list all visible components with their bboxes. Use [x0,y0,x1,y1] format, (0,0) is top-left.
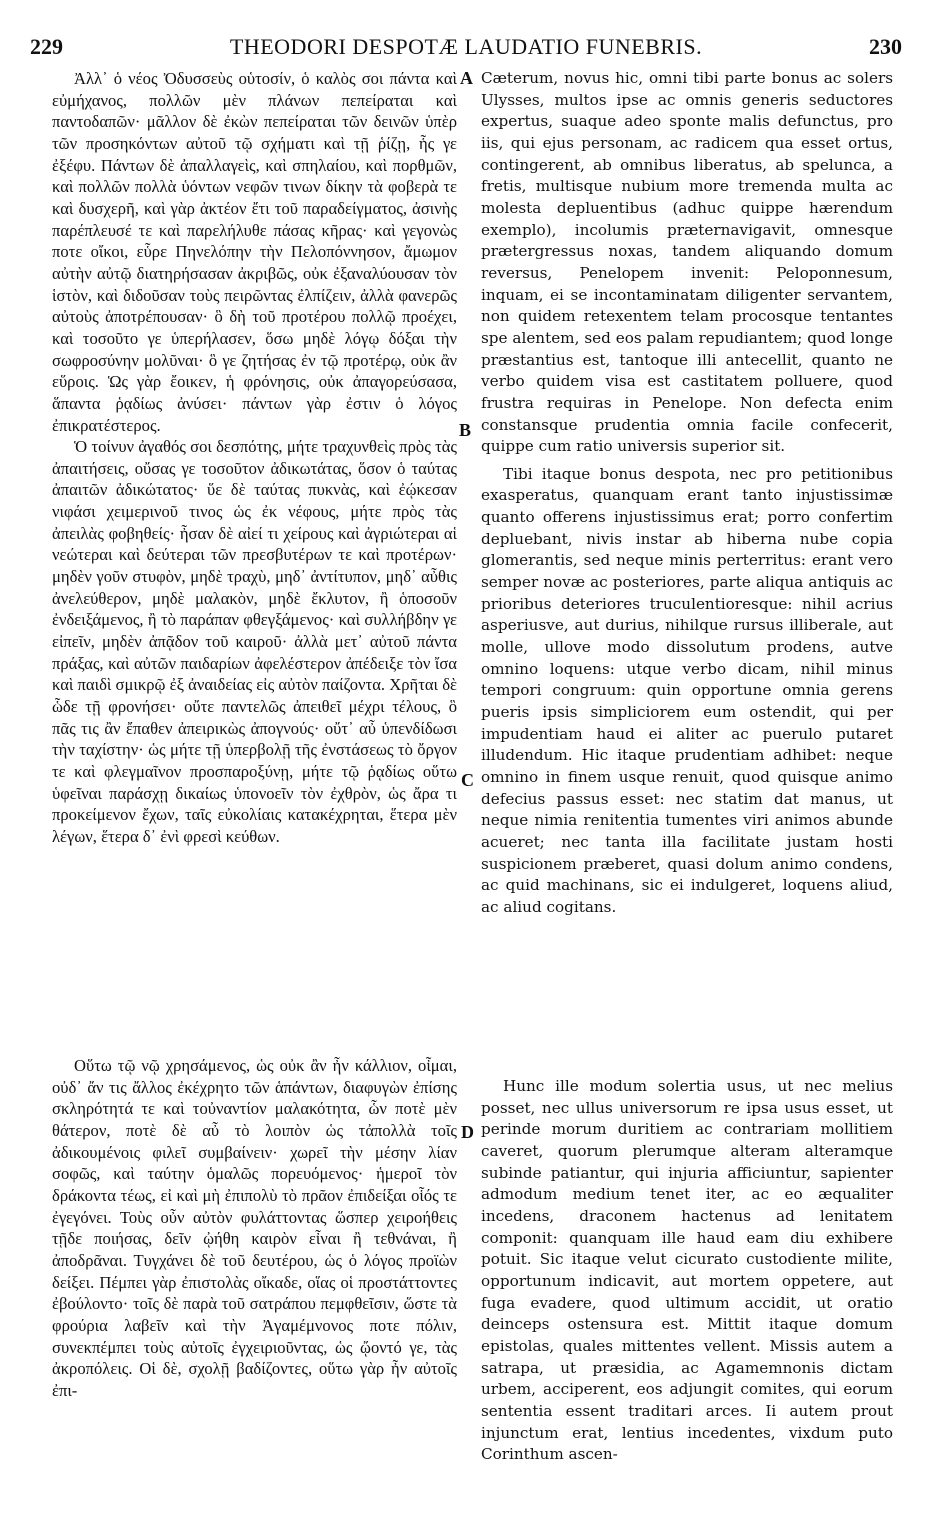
latin-paragraph-1: Cæterum, novus hic, omni tibi parte bonus ac solers Ulysses, multos ipse ac omnis generis seductores expertus, suaque adeo sponte malis defunctus, pro iis, qui ejus personam, ac radicem qua esset ortus, contingerent, ab omnibus liberatus, ab spelunca, a fretis, multisque nubium more tremenda multa ac molesta depluentibus (adhuc quippe hærendum exemplo), incolumis præternavigavit, omnesque prætergressus noxas, tandem aliquando domum reversus, Penelopem invenit: Peloponnesum, inquam, ei se incontaminatam diligenter servantem, non quidem retexentem telam procosque tentantes spe alentem, sed eos palam repudiantem; quod longe præstantius est, tantoque illi antecellit, quanto ne verbo quidem visa est castitatem polluere, quod frustra requiras in Penelope. Non defecta enim constansque prudentia omnia facile confecerit, quippe cum ratio universis superior sit. [481,69,893,456]
margin-letter-b: B [459,420,472,440]
greek-column-top [52,68,457,848]
page-number-left: 229 [30,34,63,59]
greek-paragraph-3: Οὕτω τῷ νῷ χρησάμενος, ὡς οὐκ ἂν ἦν κάλλιον, οἶμαι, οὐδ᾿ ἄν τις ἄλλος ἐκέχρητο τῶν ἁπάντων, διαφυγὼν ἐπίσης σκληρότητά τε καὶ τοὐναντίον μαλακότητα, ὧν ποτὲ μὲν θάτερον, ποτὲ δὲ αὖ τὸ λοιπὸν ὡς τἀπολλὰ τοῖς ἀδικουμένοις φιλεῖ συμβαίνειν· χωρεῖ τὴν μέσην λίαν σοφῶς, καὶ ταύτην ὁμαλῶς πορευόμενος· ἡμεροῖ τὸν δράκοντα τέως, εἰ καὶ μὴ ἐπιπολὺ τὸ πρᾶον ἐπιδείξαι οἷός τε ἐγεγόνει. Τοὺς οὖν αὐτὸν φυλάττοντας ὥσπερ χειροήθεις τῇδε ποιήσας, δεῖν ᾠήθη καιρὸν εἶναι ἢ τεθνάναι, ἢ ἀποδρᾶναι. Τυγχάνει δὲ τοῦ δευτέρου, ὡς ὁ λόγος προϊὼν δείξει. Πέμπει γὰρ ἐπιστολὰς οἴκαδε, οἵας οἱ προστάττοντες ἐβούλοντο· τοῖς δὲ παρὰ τοῦ σατράπου πεμφθεῖσιν, ὥστε τὰ φρούρια λαβεῖν καὶ τὴν Ἀγαμέμνονος ποτε πόλιν, συνεκπέμπει τοὺς αὐτοῖς ἐγχειριοῦντας, ὡς ᾤοντό γε, τὰς ἀκροπόλεις. Οἱ δὲ, σχολῇ βαδίζοντες, οὕτω γὰρ ἦν αὐτοῖς ἐπι- [52,1056,457,1400]
greek-column-bottom [52,1055,457,1402]
margin-letter-c: C [461,770,474,790]
page-number-right: 230 [869,34,902,59]
running-title: THEODORI DESPOTÆ LAUDATIO FUNEBRIS. [229,34,703,59]
latin-column-top [481,68,893,919]
margin-letter-a: A [460,68,473,88]
greek-paragraph-2: Ὁ τοίνυν ἀγαθός σοι δεσπότης, μήτε τραχυνθεὶς πρὸς τὰς ἀπαιτήσεις, οὔσας γε τοσοῦτον ἀδικωτάτας, ὅσον ὁ ταύτας ἀπαιτῶν ἀδικώτατος· ὕε δὲ ταύτας πυκνὰς, καὶ ἐῴκεσαν νιφάσι χειμερινοῦ τινος ὡς ἐκ νέφους, μήτε πρὸς τὰς ἀπειλὰς φοβηθείς· ἦσαν δὲ αἰεί τι χείρους καὶ ἀγριώτεραι αἱ νεώτεραι καὶ δεύτεραι τῶν πρεσβυτέρων τε καὶ προτέρων· μηδὲν γοῦν στυφὸν, μηδὲ τραχὺ, μηδ᾿ ἀντίτυπον, μηδ᾿ αὖθις ἀνελεύθερον, μηδὲ μαλακὸν, μηδὲ ἔκλυτον, ἢ ὁποσοῦν ἐνδειξάμενος, ἢ τὸ παράπαν φθεγξάμενος· καὶ συλλήβδην γε εἰπεῖν, μηδὲν ἀπᾷδον τοῦ καιροῦ· ἀλλὰ μετ᾿ αὐτοῦ πάντα πράξας, καὶ αὐτῶν παιδαρίων ἀφελέστερον ἀπέδειξε τὸν ἴσα καὶ παιδὶ σμικρῷ ἐξ ἀναιδείας εἰς αὐτὸν παίζοντα. Χρῆται δὲ ὧδε τῇ φρονήσει· οὔτε παντελῶς ἀπειθεῖ μέχρι τέλους, ὃ πᾶς τις ἂν ἔπαθεν ἀπειρικὼς ἀπογνούς· οὔτ᾿ αὖ ὑπενδίδωσι τὴν ταχίστην· ὡς μήτε τῇ ὑπερβολῇ τῆς ἐνστάσεως τὸ ὄργον τε καὶ φλεγμαῖνον προσπαροξύνῃ, μήτε τῷ ῥᾳδίως οὕτω ὑφεῖναι παράσχῃ δικαίως ὑπονοεῖν τὸν ἐχθρὸν, ὡς ἄρα τι προκείμενον ἔχων, ταῖς εὐκολίαις κατακέχρηται, ἕτερα μὲν λέγων, ἕτερα δ᾿ ἐνὶ φρεσὶ κεύθων. [52,437,457,846]
latin-column-bottom [481,1076,893,1466]
latin-paragraph-3: Hunc ille modum solertia usus, ut nec melius posset, nec ullus universorum re ipsa usus esset, ut perinde morum duritiem ac contrariam mollitiem caveret, quorum plerumque alteram alteramque subinde patiantur, qui injuria afficiuntur, sapienter admodum medium tenet iter, ac eo æqualiter incedens, draconem hactenus ad lenitatem componit: quanquam ille haud eam diu exhibere potuit. Sic itaque velut cicurato custodiente milite, opportunum indicavit, aut mortem oppetere, aut fuga evadere, quod ultimum accidit, ut oratio deinceps ostensura est. Mittit itaque domum epistolas, quales mittentes vellent. Missis autem a satrapa, ut præsidia, ac Agamemnonis dictam urbem, acciperent, eos adjungit comites, qui eorum sententia essent traditari arces. Ii autem prout injunctum erat, lentius incedentes, vixdum puto Corinthum ascen- [481,1077,893,1464]
running-header [30,34,902,64]
greek-paragraph-1: Ἀλλ᾿ ὁ νέος Ὀδυσσεὺς οὑτοσίν, ὁ καλὸς σοι πάντα καὶ εὐμήχανος, πολλῶν μὲν πλάνων πεπείραται καὶ παντοδαπῶν· μᾶλλον δὲ ἐκὼν πεπείραται τῶν δεινῶν ὑπὲρ τῶν προσηκόντων αὐτοῦ τῷ σχήματι καὶ τῇ ῥίζῃ, ἧς γε ἐξέφυ. Πάντων δὲ ἀπαλλαγεὶς, καὶ σπηλαίου, καὶ πορθμῶν, καὶ πολλῶν πολλὰ ὑόντων νεφῶν τινων δίκην τὰ φοβερὰ τε καὶ δυσχερῆ, καὶ γὰρ ἀκτέον ἔτι τοῦ παραδείγματος, ἀσινὴς παρέπλευσέ τε καὶ παρελήλυθε πάσας κῆρας· καὶ γεγονὼς ποτε οἴκοι, εὗρε Πηνελόπην τὴν Πελοπόννησον, ἄμωμον αὐτὴν αὐτῷ διατηρήσασαν ἀκριβῶς, οὐκ ἐξαναλύουσαν τὸν ἱστὸν, καὶ διδοῦσαν τοὺς πειρῶντας ἐλπίζειν, ἀλλὰ φανερῶς αὐτοὺς ἀποτρέπουσαν· ὃ δὴ τοῦ προτέρου πολλῷ προέχει, καὶ τοσοῦτο γε ὑπερήλασεν, ὅσω μηδὲ λόγῳ δόξαι τὴν σωφροσύνην μολῦναι· ὃ γε ζητήσας ἐν τῷ προτέρῳ, οὐκ ἂν εὕροις. Ὡς γὰρ ἔοικεν, ἡ φρόνησις, οὐκ ἀπαγορεύσασα, ἅπαντα ῥᾳδίως ἀνύσει· πάντων γὰρ ἐστιν ὁ λόγος ἐπικρατέστερος. [52,69,457,435]
margin-letter-d: D [461,1122,474,1142]
latin-paragraph-2: Tibi itaque bonus despota, nec pro petitionibus exasperatus, quanquam erant tanto injustissimæ quanto offerens injustissimus erat; porro confertim depluebant, nivis instar ab hiberna nube copia glomerantis, sed neque minis perterritus: erant vero semper novæ ac posteriores, parte aliqua antiquis ac prioribus deteriores truculentioresque: nihil acrius asperiusve, aut durius, nihilque rursus illiberale, aut molle, ullove modo dissolutum prodens, autve omnino loquens: utque verbo dicam, nihil minus tempori congruum: quin opportune omnia gerens pueris ipsis simpliciorem eum ostendit, qui per impudentiam haud ei aliter ac puerulo putaret illudendum. Hic itaque prudentiam adhibet: neque omnino in finem usque renuit, quod quisque animo defecius passus esset: nec statim dat manus, ut neque nimia renitentia tumentes viri animos abunde acueret; nec tanta illa facilitate justam hosti suspicionem præberet, quasi dolum animo condens, ac quid machinans, sic ei indulgeret, loquens aliud, ac aliud cogitans. [481,464,893,916]
